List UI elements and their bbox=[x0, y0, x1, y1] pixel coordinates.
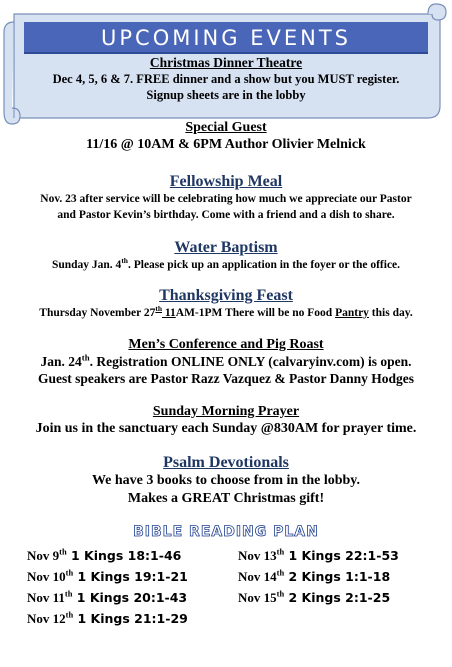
reading-plan-row: Nov 10th 1 Kings 19:1-21 bbox=[27, 567, 188, 584]
fellowship-title: Fellowship Meal bbox=[169, 173, 283, 190]
psalm-line-1: We have 3 books to choose from in the lobby. bbox=[91, 473, 361, 488]
psalm-event bbox=[8, 453, 444, 508]
christmas-event bbox=[14, 55, 438, 103]
thanksgiving-line: Thursday November 27th 11AM-1PM There will be no Food Pantry this day. bbox=[39, 304, 413, 319]
reading-plan-row: Nov 11th 1 Kings 20:1-43 bbox=[27, 588, 188, 605]
prayer-line: Join us in the sanctuary each Sunday @830AM for prayer time. bbox=[35, 421, 417, 436]
mens-conference-line-1: Jan. 24th. Registration ONLINE ONLY (calvaryinv.com) is open. bbox=[40, 352, 412, 369]
prayer-event bbox=[8, 403, 444, 438]
christmas-line-2: Signup sheets are in the lobby bbox=[146, 88, 306, 102]
mens-conference-line-2: Guest speakers are Pastor Razz Vazquez & Pastor Danny Hodges bbox=[37, 371, 415, 386]
reading-plan-left-column bbox=[27, 545, 188, 629]
mens-conference-event bbox=[8, 336, 444, 387]
thanksgiving-event bbox=[8, 286, 444, 321]
prayer-title: Sunday Morning Prayer bbox=[152, 404, 300, 419]
psalm-line-2: Makes a GREAT Christmas gift! bbox=[127, 491, 325, 506]
reading-plan-title: BIBLE READING PLAN bbox=[133, 524, 319, 540]
christmas-title: Christmas Dinner Theatre bbox=[149, 55, 303, 70]
reading-plan-row: Nov 14th 2 Kings 1:1-18 bbox=[238, 567, 391, 584]
special-guest-event bbox=[8, 119, 444, 154]
special-guest-title: Special Guest bbox=[185, 120, 267, 135]
baptism-title: Water Baptism bbox=[174, 239, 278, 256]
reading-plan-right-column bbox=[238, 545, 399, 608]
baptism-line: Sunday Jan. 4th. Please pick up an application in the foyer or the office. bbox=[51, 256, 401, 271]
special-guest-line: 11/16 @ 10AM & 6PM Author Olivier Melnick bbox=[86, 137, 366, 152]
reading-plan-row: Nov 13th 1 Kings 22:1-53 bbox=[238, 546, 399, 563]
mens-conference-title: Men’s Conference and Pig Roast bbox=[128, 337, 324, 352]
reading-plan-row: Nov 15th 2 Kings 2:1-25 bbox=[238, 588, 391, 605]
page-title: UPCOMING EVENTS bbox=[101, 26, 351, 50]
reading-plan-row: Nov 12th 1 Kings 21:1-29 bbox=[27, 609, 188, 626]
fellowship-line-1: Nov. 23 after service will be celebrating how much we appreciate our Pastor bbox=[40, 193, 412, 205]
baptism-event bbox=[8, 238, 444, 273]
reading-plan-row: Nov 9th 1 Kings 18:1-46 bbox=[27, 546, 182, 563]
fellowship-event bbox=[8, 172, 444, 223]
christmas-line-1: Dec 4, 5, 6 & 7. FREE dinner and a show but you MUST register. bbox=[52, 72, 400, 86]
fellowship-line-2: and Pastor Kevin’s birthday. Come with a friend and a dish to share. bbox=[57, 209, 395, 221]
thanksgiving-title: Thanksgiving Feast bbox=[159, 287, 293, 304]
psalm-title: Psalm Devotionals bbox=[163, 454, 289, 471]
